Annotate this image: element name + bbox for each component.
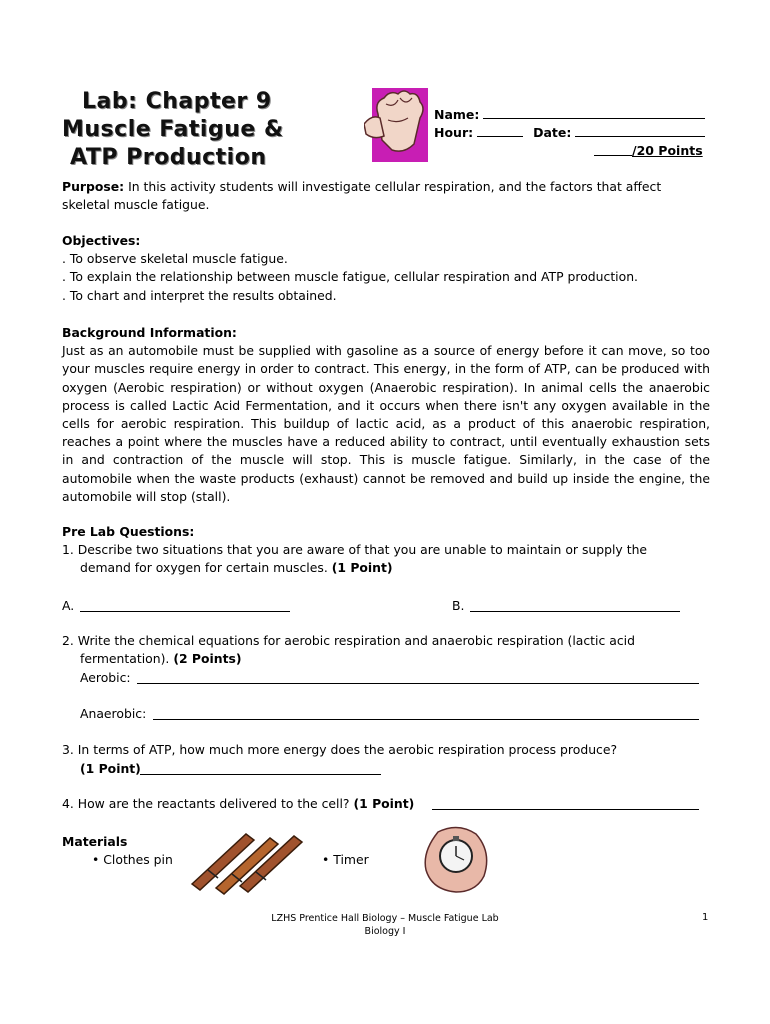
objective-item: . To chart and interpret the results obtained.: [62, 287, 337, 303]
q1-line2: demand for oxygen for certain muscles. (1 Point): [80, 560, 393, 575]
q4-answer-line[interactable]: [432, 809, 699, 810]
material-item-clothespin: • Clothes pin: [92, 852, 173, 867]
prelab-heading: Pre Lab Questions:: [62, 524, 195, 539]
q1-line1: 1. Describe two situations that you are aware of that you are unable to maintain or supply the: [62, 542, 648, 557]
hour-label: Hour:: [434, 125, 474, 140]
objective-item: . To explain the relationship between muscle fatigue, cellular respiration and ATP production.: [62, 269, 638, 285]
aerobic-label: Aerobic:: [80, 670, 131, 685]
points-label: /20 Points: [632, 143, 703, 158]
q1-b-label: B.: [452, 598, 465, 613]
points-blank[interactable]: [594, 143, 632, 156]
q3-points: (1 Point): [80, 761, 141, 776]
q1-b-answer-line[interactable]: [470, 611, 680, 612]
bullet-icon: •: [322, 852, 330, 867]
hour-date-field: [434, 124, 705, 140]
background-section: [62, 324, 710, 506]
name-blank[interactable]: [483, 106, 705, 119]
background-heading: Background Information:: [62, 325, 237, 340]
q1-a-label: A.: [62, 598, 75, 613]
aerobic-answer-line[interactable]: [137, 683, 699, 684]
purpose-text: In this activity students will investigate cellular respiration, and the factors that affect skeletal muscle fatigue.: [62, 179, 662, 213]
lab-title: [62, 88, 362, 172]
objective-item: . To observe skeletal muscle fatigue.: [62, 251, 288, 267]
purpose-section: [62, 178, 710, 214]
q4-line: 4. How are the reactants delivered to the cell? (1 Point): [62, 796, 415, 811]
date-blank[interactable]: [575, 124, 705, 137]
clenched-hand-icon: [364, 84, 428, 162]
q4-points: (1 Point): [353, 796, 415, 811]
anaerobic-label: Anaerobic:: [80, 706, 147, 721]
q3-line1: 3. In terms of ATP, how much more energy does the aerobic respiration process produce?: [62, 742, 618, 757]
name-field: [434, 106, 705, 122]
title-line-2: Muscle Fatigue &: [62, 117, 284, 142]
objectives-section: [62, 232, 710, 305]
background-text: Just as an automobile must be supplied with gasoline as a source of energy before it can move, so too your muscles require energy in order to contract. This energy, in the form of ATP, can be produced with oxygen (Aerobic respiration) or without oxygen (Anaerobic respiration). In animal cells the anaerobic process is called Lactic Acid Fermentation, and it occurs when there isn't any oxygen available in the cells for aerobic respiration. This buildup of lactic acid, as a product of this anaerobic respiration, reaches a point where the muscles have a reduced ability to contract, until eventually exhaustion sets in and contraction of the muscle will stop. This is muscle fatigue. Similarly, in the case of the automobile when the waste products (exhaust) cannot be removed and build up inside the engine, the automobile will stop (stall).: [62, 343, 710, 504]
q2-line2: fermentation). (2 Points): [80, 651, 242, 666]
anaerobic-answer-line[interactable]: [153, 719, 699, 720]
purpose-label: Purpose:: [62, 179, 125, 194]
stopwatch-icon: [418, 822, 492, 894]
materials-heading: Materials: [62, 834, 128, 849]
q1-points: (1 Point): [331, 560, 393, 575]
title-line-1: Lab: Chapter 9: [82, 89, 272, 114]
points-field: [594, 143, 703, 158]
objectives-heading: Objectives:: [62, 233, 141, 248]
footer-line-2: Biology I: [364, 926, 406, 937]
hour-blank[interactable]: [477, 124, 523, 137]
footer-line-1: LZHS Prentice Hall Biology – Muscle Fatigue Lab: [271, 913, 499, 924]
q2-line1: 2. Write the chemical equations for aerobic respiration and anaerobic respiration (lactic acid: [62, 633, 635, 648]
q2-points: (2 Points): [173, 651, 242, 666]
date-label: Date:: [533, 125, 572, 140]
page-number: 1: [702, 912, 709, 923]
material-item-timer: • Timer: [322, 852, 369, 867]
q3-answer-line[interactable]: [140, 774, 381, 775]
page-footer: [200, 912, 570, 938]
clothespins-icon: [188, 826, 308, 896]
name-label: Name:: [434, 107, 480, 122]
bullet-icon: •: [92, 852, 100, 867]
title-line-3: ATP Production: [70, 145, 267, 170]
q1-a-answer-line[interactable]: [80, 611, 290, 612]
